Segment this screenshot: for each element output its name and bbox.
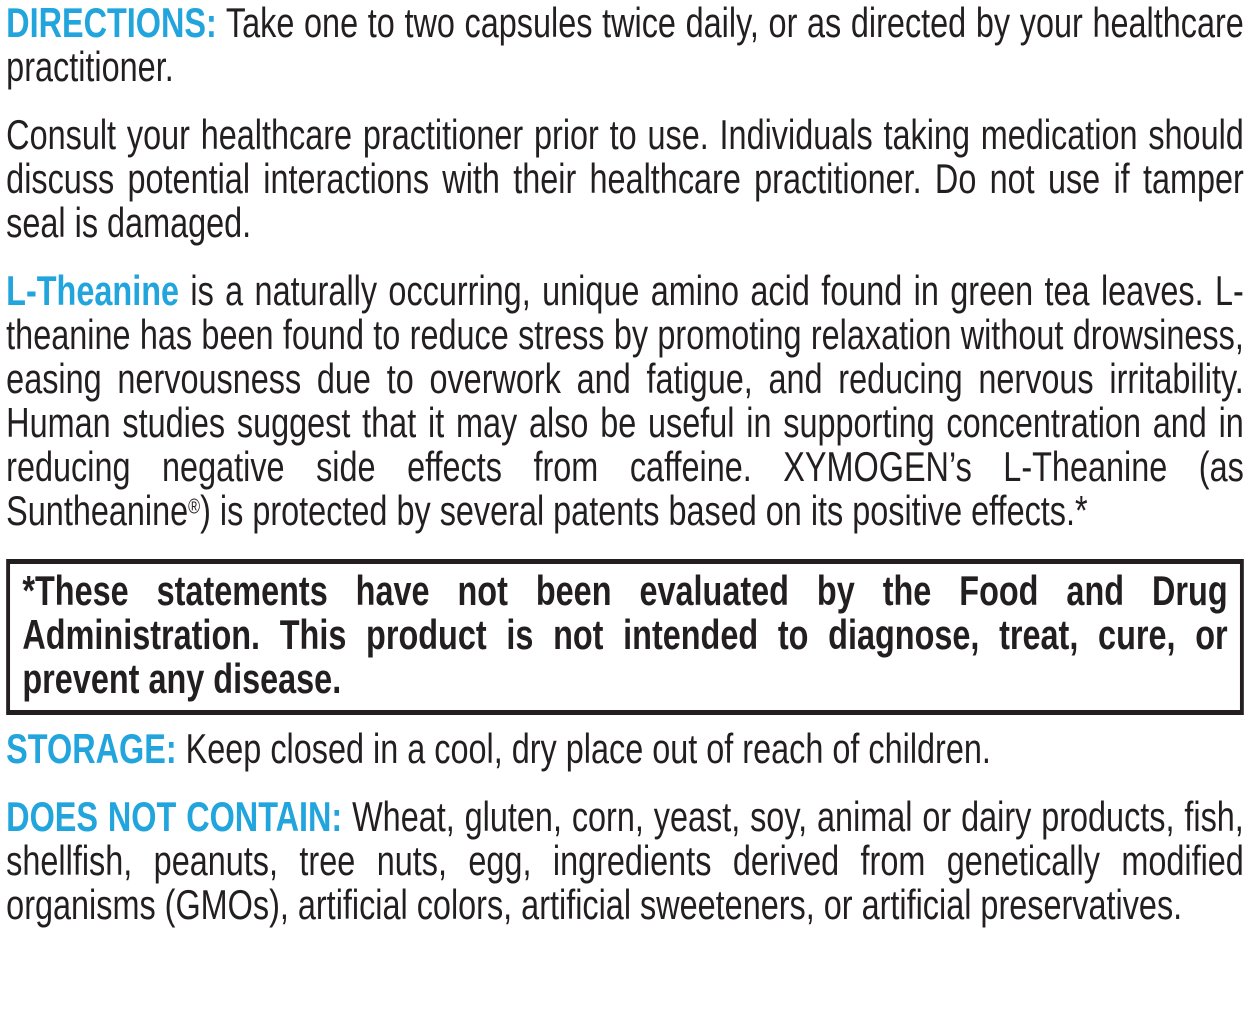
does-not-contain-paragraph (6, 795, 1244, 927)
fda-disclaimer-box (6, 559, 1244, 715)
storage-text: Keep closed in a cool, dry place out of reach of children. (185, 725, 991, 772)
storage-heading: STORAGE: (6, 725, 177, 772)
precautions-paragraph (6, 113, 1244, 245)
precautions-text: Consult your healthcare practitioner prior to use. Individuals taking medication should discuss potential interactions with their healthcare practitioner. Do not use if tamper seal is damaged. (6, 111, 1244, 246)
does-not-contain-heading: DOES NOT CONTAIN: (6, 793, 343, 840)
description-text: is a naturally occurring, unique amino acid found in green tea leaves. L-theanine has been found to reduce stress by promoting relaxation without drowsiness, easing nervousness due to overwork and fatigue, and reducing nervous irritability. Human studies suggest that it may also be useful in supporting concentration and in reducing negative side effects from caffeine. XYMOGEN’s L-Theanine (as Suntheanine®) is protected by several patents based on its positive effects.* (6, 267, 1244, 534)
description-paragraph (6, 269, 1244, 533)
directions-heading: DIRECTIONS: (6, 0, 217, 46)
does-not-contain-text: Wheat, gluten, corn, yeast, soy, animal or dairy products, fish, shellfish, peanuts, tree nuts, egg, ingredients derived from genetically modified organisms (GMOs), artificial colors, artificial sweeteners, or artificial preservatives. (6, 793, 1244, 928)
storage-paragraph (6, 727, 1244, 771)
l-theanine-heading: L-Theanine (6, 267, 180, 314)
fda-disclaimer-text: *These statements have not been evaluated by the Food and Drug Administration. This product is not intended to diagnose, treat, cure, or prevent any disease. (22, 567, 1228, 702)
directions-text: Take one to two capsules twice daily, or as directed by your healthcare practitioner. (6, 0, 1244, 90)
directions-paragraph (6, 1, 1244, 89)
